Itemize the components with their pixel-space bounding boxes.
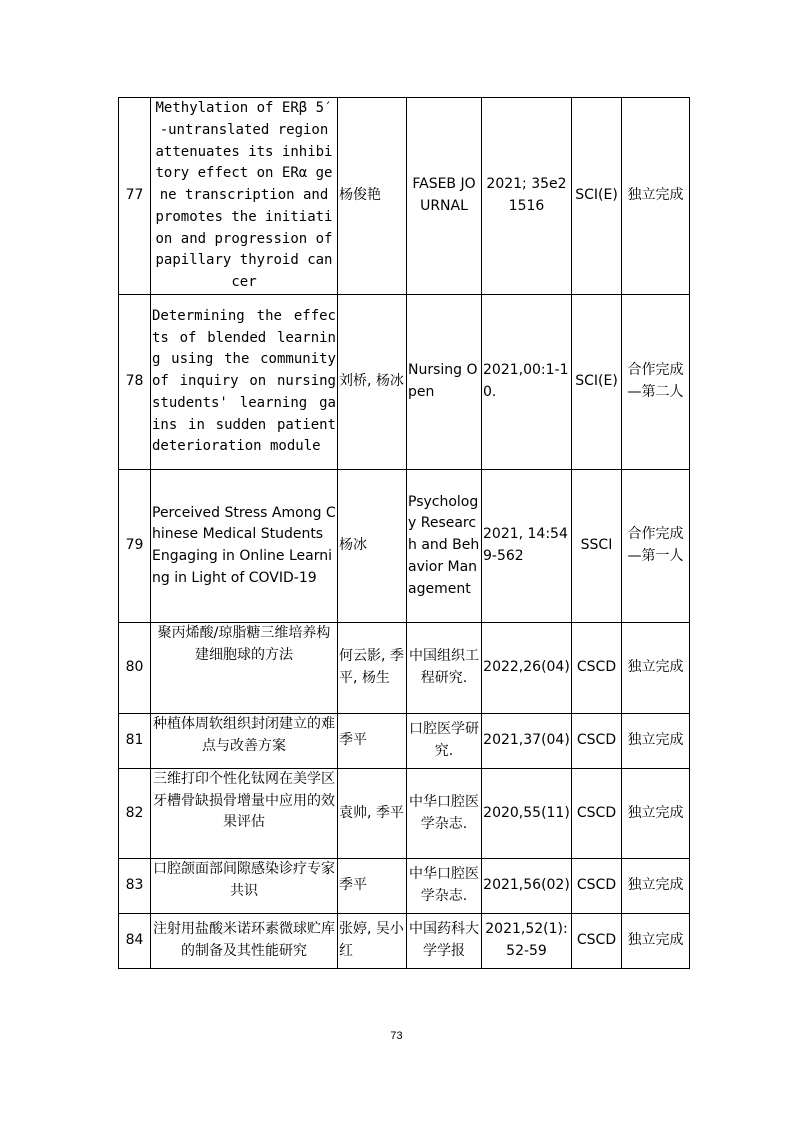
volume-issue: 2021,56(02) [482,859,572,914]
row-number: 81 [119,714,151,769]
index-type: CSCD [572,714,622,769]
completion-status: 独立完成 [622,859,690,914]
completion-status: 合作完成—第一人 [622,470,690,623]
completion-status: 独立完成 [622,769,690,859]
table-row [119,859,690,914]
volume-issue: 2022,26(04) [482,623,572,714]
index-type: CSCD [572,859,622,914]
paper-title: 三维打印个性化钛网在美学区牙槽骨缺损骨增量中应用的效果评估 [151,769,338,859]
volume-issue: 2021, 14:549-562 [482,470,572,623]
table-row [119,295,690,470]
volume-issue: 2021,00:1-10. [482,295,572,470]
paper-title: Determining the effects of blended learning using the community of inquiry on nursing students' learning gains in sudden patient deterioration module [151,295,338,470]
row-number: 84 [119,914,151,969]
authors: 袁帅, 季平 [338,769,407,859]
row-number: 77 [119,98,151,295]
paper-title: Methylation of ERβ 5′-untranslated region attenuates its inhibitory effect on ERα gene transcription and promotes the initiation and progression of papillary thyroid cancer [151,98,338,295]
table-row [119,714,690,769]
row-number: 80 [119,623,151,714]
paper-title: 种植体周软组织封闭建立的难点与改善方案 [151,714,338,769]
volume-issue: 2021,37(04) [482,714,572,769]
completion-status: 独立完成 [622,714,690,769]
table-row [119,914,690,969]
index-type: SCI(E) [572,295,622,470]
index-type: CSCD [572,623,622,714]
row-number: 83 [119,859,151,914]
index-type: SCI(E) [572,98,622,295]
index-type: SSCI [572,470,622,623]
journal: Nursing Open [407,295,482,470]
paper-title: 聚丙烯酸/琼脂糖三维培养构建细胞球的方法 [151,623,338,714]
authors: 刘桥, 杨冰 [338,295,407,470]
volume-issue: 2021; 35e21516 [482,98,572,295]
completion-status: 独立完成 [622,914,690,969]
authors: 杨冰 [338,470,407,623]
table-row [119,98,690,295]
journal: 中华口腔医学杂志. [407,859,482,914]
publication-table [118,97,690,969]
journal: 中华口腔医学杂志. [407,769,482,859]
index-type: CSCD [572,769,622,859]
authors: 季平 [338,714,407,769]
authors: 杨俊艳 [338,98,407,295]
journal: 中国组织工程研究. [407,623,482,714]
row-number: 78 [119,295,151,470]
paper-title: Perceived Stress Among Chinese Medical Students Engaging in Online Learning in Light of COVID-19 [151,470,338,623]
paper-title: 注射用盐酸米诺环素微球贮库的制备及其性能研究 [151,914,338,969]
volume-issue: 2020,55(11) [482,769,572,859]
completion-status: 独立完成 [622,623,690,714]
completion-status: 合作完成—第二人 [622,295,690,470]
authors: 季平 [338,859,407,914]
row-number: 82 [119,769,151,859]
table-row [119,470,690,623]
table-row [119,769,690,859]
row-number: 79 [119,470,151,623]
journal: FASEB JOURNAL [407,98,482,295]
journal: 中国药科大学学报 [407,914,482,969]
journal: 口腔医学研究. [407,714,482,769]
index-type: CSCD [572,914,622,969]
page-number: 73 [390,1030,403,1042]
authors: 张婷, 吴小红 [338,914,407,969]
paper-title: 口腔颌面部间隙感染诊疗专家共识 [151,859,338,914]
completion-status: 独立完成 [622,98,690,295]
volume-issue: 2021,52(1):52-59 [482,914,572,969]
authors: 何云影, 季平, 杨生 [338,623,407,714]
table-row [119,623,690,714]
journal: Psychology Research and Behavior Management [407,470,482,623]
